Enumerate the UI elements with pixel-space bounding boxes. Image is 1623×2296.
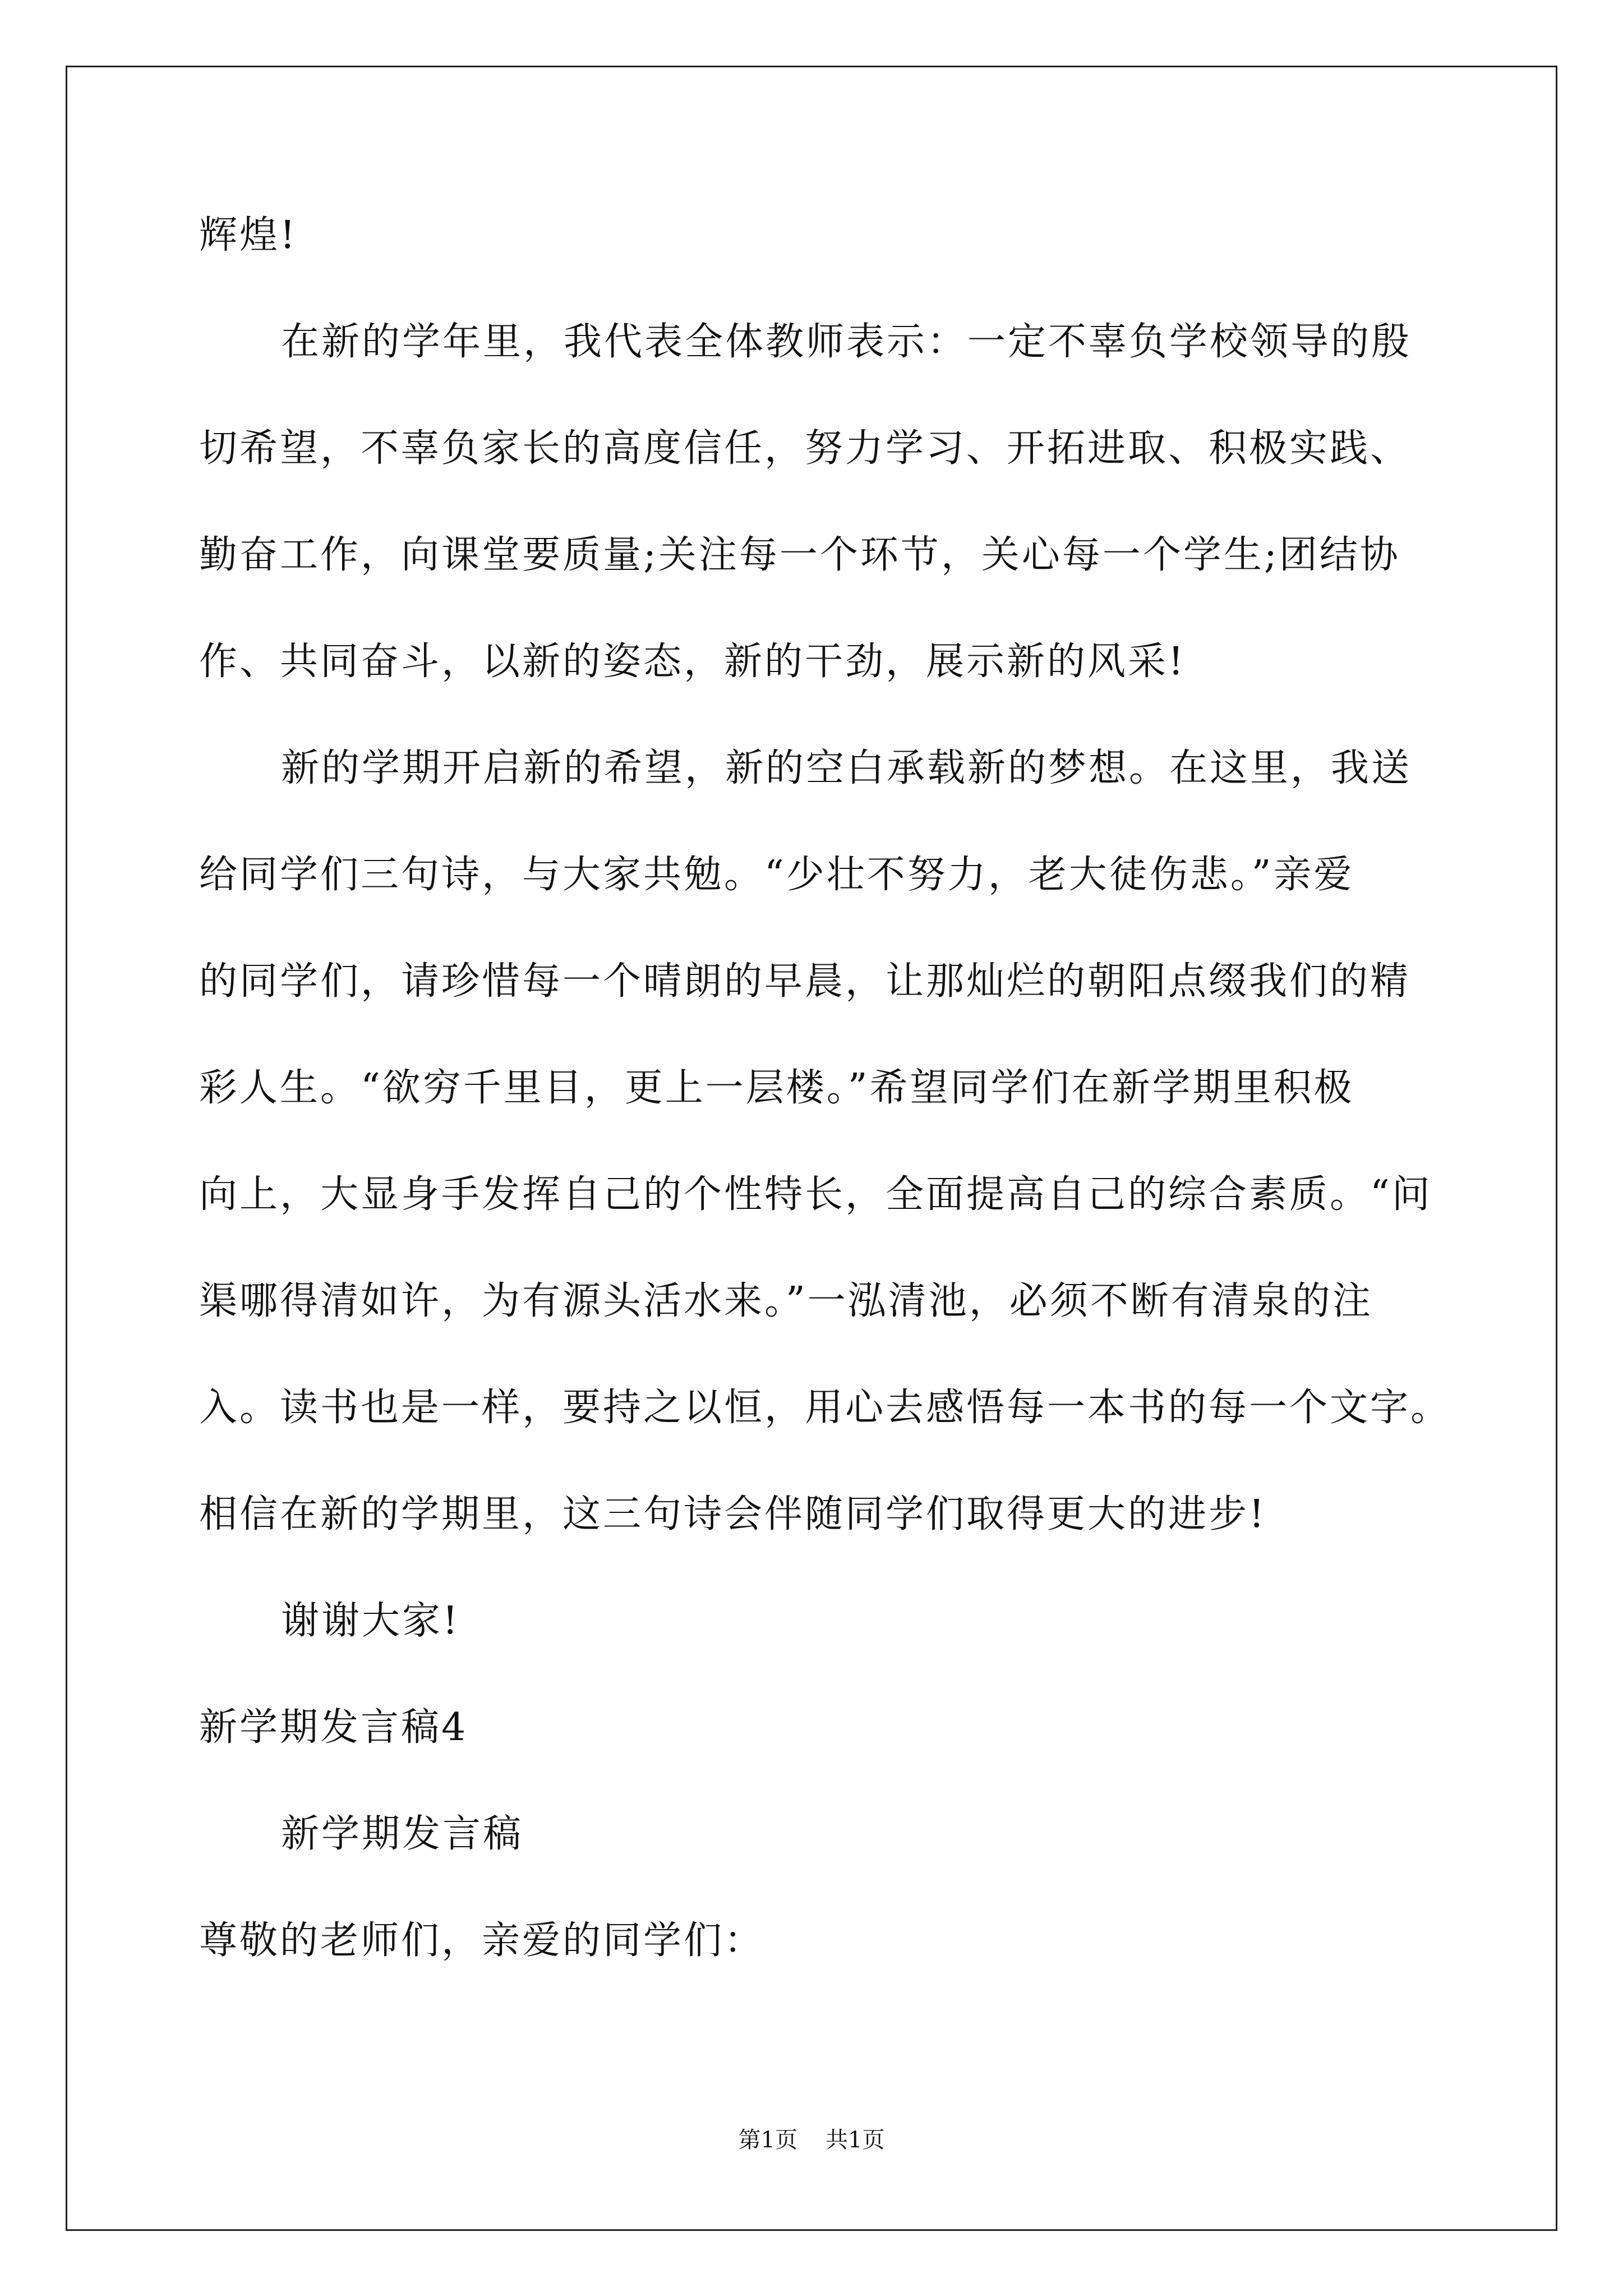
text-line: 渠哪得清如许，为有源头活水来。”一泓清池，必须不断有清泉的注 <box>199 1279 1373 1323</box>
text-line: 辉煌! <box>199 213 298 257</box>
page-border <box>66 66 1557 2231</box>
text-line: 相信在新的学期里，这三句诗会伴随同学们取得更大的进步! <box>199 1492 1267 1536</box>
text-line: 作、共同奋斗，以新的姿态，新的干劲，展示新的风采! <box>199 639 1186 684</box>
text-line: 入。读书也是一样，要持之以恒，用心去感悟每一本书的每一个文字。 <box>199 1386 1451 1430</box>
text-line: 给同学们三句诗，与大家共勉。“少壮不努力，老大徒伤悲。”亲爱 <box>199 853 1354 897</box>
section-heading: 新学期发言稿4 <box>199 1705 468 1750</box>
paragraph-start: 在新的学年里，我代表全体教师表示：一定不辜负学校领导的殷 <box>281 320 1412 364</box>
text-line: 的同学们，请珍惜每一个晴朗的早晨，让那灿烂的朝阳点缀我们的精 <box>199 959 1411 1004</box>
text-line: 切希望，不辜负家长的高度信任，努力学习、开拓进取、积极实践、 <box>199 426 1411 471</box>
page-number: 第1页 <box>738 2127 797 2153</box>
text-line: 向上，大显身手发挥自己的个性特长，全面提高自己的综合素质。“问 <box>199 1172 1432 1217</box>
text-line: 彩人生。“欲穷千里目，更上一层楼。”希望同学们在新学期里积极 <box>199 1066 1354 1110</box>
speech-title: 新学期发言稿 <box>281 1812 524 1856</box>
page-total: 共1页 <box>826 2127 885 2153</box>
paragraph-start: 新的学期开启新的希望，新的空白承载新的梦想。在这里，我送 <box>281 746 1412 790</box>
text-line: 勤奋工作，向课堂要质量;关注每一个环节，关心每一个学生;团结协 <box>199 533 1400 577</box>
closing-thanks: 谢谢大家! <box>281 1599 460 1643</box>
salutation: 尊敬的老师们，亲爱的同学们： <box>199 1918 765 1963</box>
page-footer <box>0 2123 1623 2157</box>
